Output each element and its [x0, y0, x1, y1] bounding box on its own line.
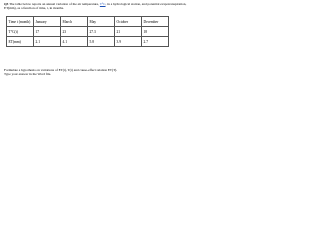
- table-cell: 23: [61, 27, 88, 37]
- table-row-evapotranspiration: [7, 37, 169, 47]
- instruction-line-1: Formulate a hypothesis on variations of ET(t), T(t) and cause-effect relation ET(T).: [4, 68, 118, 72]
- data-table: [6, 16, 169, 47]
- table-cell: December: [142, 17, 169, 27]
- question-text-part-1: The table below reports an annual variation of the air temperature,: [8, 2, 100, 6]
- table-cell: October: [115, 17, 142, 27]
- table-cell: 2.7: [142, 37, 169, 47]
- table-row-time: [7, 17, 169, 27]
- table-cell: January: [34, 17, 61, 27]
- question-number: Q3: [4, 2, 9, 6]
- question-text-part-2: , in a hydrological station, and potential evapotranspiration,: [105, 2, 187, 6]
- instruction-line-2: Type your answer in the Word file.: [4, 72, 52, 77]
- instruction-text: [4, 68, 198, 76]
- evapotranspiration-symbol: ET(mm): [4, 6, 16, 11]
- table-cell: May: [88, 17, 115, 27]
- table-header-cell: ET(mm): [7, 37, 34, 47]
- table-cell: 18: [142, 27, 169, 37]
- question-text-part-3: , as a function of time, t, in months.: [15, 6, 64, 11]
- table-header-cell: Time t (month): [7, 17, 34, 27]
- table-cell: 2.1: [34, 37, 61, 47]
- table-cell: 21: [115, 27, 142, 37]
- table-cell: 4.1: [61, 37, 88, 47]
- table-cell: March: [61, 17, 88, 27]
- table-cell: 3.9: [115, 37, 142, 47]
- question-text: [4, 2, 198, 10]
- temperature-symbol: T°C: [99, 2, 106, 6]
- table-cell: 27.3: [88, 27, 115, 37]
- table-cell: 5.8: [88, 37, 115, 47]
- table-header-cell: T°C(t): [7, 27, 34, 37]
- table-cell: 17: [34, 27, 61, 37]
- table-row-temperature: [7, 27, 169, 37]
